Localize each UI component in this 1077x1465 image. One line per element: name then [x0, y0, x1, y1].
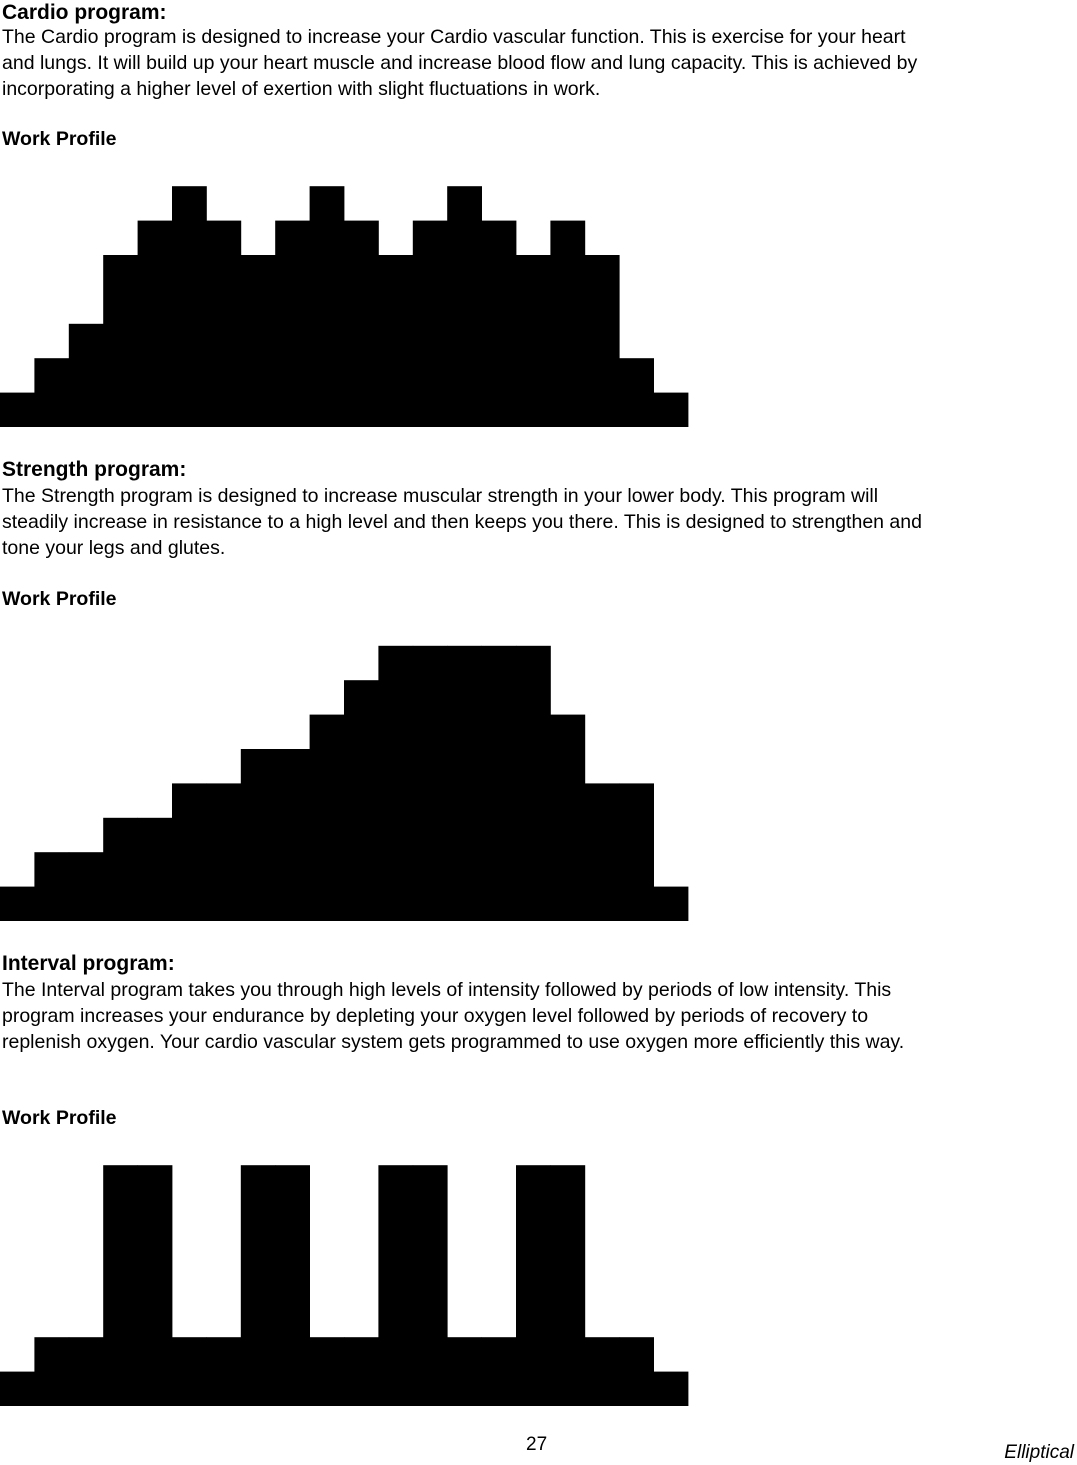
profile-bar-20 [654, 1372, 689, 1406]
footer-product-label: Elliptical [1004, 1442, 1074, 1463]
text-line: The Interval program takes you through high levels of intensity followed by periods of low intensity. This [2, 979, 892, 1001]
profile-bar-5 [138, 1165, 173, 1406]
profile-bar-5 [138, 818, 173, 921]
profile-bar-18 [585, 783, 620, 921]
profile-bar-10 [310, 715, 345, 921]
profile-bar-17 [550, 221, 585, 427]
profile-bar-1 [0, 1372, 35, 1406]
profile-bar-9 [275, 749, 310, 921]
profile-bar-8 [241, 749, 276, 921]
profile-bar-3 [69, 852, 104, 921]
interval-work-profile-chart [0, 1164, 700, 1406]
text-line: program increases your endurance by depleting your oxygen level followed by periods of recovery to [2, 1005, 869, 1027]
profile-bar-9 [275, 221, 310, 427]
profile-bar-3 [69, 324, 104, 427]
profile-bar-7 [206, 221, 241, 427]
strength-description [2, 483, 1072, 561]
profile-bar-4 [103, 255, 138, 427]
interval-work-profile-label: Work Profile [2, 1107, 117, 1129]
cardio-work-profile-chart [0, 185, 700, 427]
profile-bar-5 [138, 221, 173, 427]
profile-bar-17 [550, 1165, 585, 1406]
profile-bar-2 [34, 358, 69, 427]
strength-work-profile-chart [0, 645, 700, 921]
profile-bar-13 [413, 646, 448, 921]
profile-bar-14 [447, 186, 482, 427]
strength-work-profile-label: Work Profile [2, 588, 117, 610]
profile-bar-16 [516, 1165, 551, 1406]
profile-bar-14 [447, 646, 482, 921]
profile-bar-16 [516, 646, 551, 921]
cardio-work-profile-label: Work Profile [2, 128, 117, 150]
profile-bar-8 [241, 255, 276, 427]
profile-bar-6 [172, 783, 207, 921]
profile-bar-1 [0, 393, 35, 427]
text-line: incorporating a higher level of exertion with slight fluctuations in work. [2, 78, 601, 100]
profile-bar-16 [516, 255, 551, 427]
profile-bar-8 [241, 1165, 276, 1406]
profile-bar-11 [344, 680, 379, 921]
profile-bar-14 [447, 1337, 482, 1406]
profile-bar-15 [482, 1337, 517, 1406]
profile-bar-12 [378, 1165, 413, 1406]
profile-bar-15 [482, 221, 517, 427]
profile-bar-13 [413, 221, 448, 427]
profile-bar-18 [585, 1337, 620, 1406]
interval-title: Interval program: [2, 952, 175, 975]
profile-bar-18 [585, 255, 620, 427]
strength-title: Strength program: [2, 458, 187, 481]
profile-bar-6 [172, 186, 207, 427]
cardio-description [2, 24, 1072, 102]
text-line: steadily increase in resistance to a high level and then keeps you there. This is designed to strengthen and [2, 511, 922, 533]
profile-bar-6 [172, 1337, 207, 1406]
profile-bar-10 [310, 186, 345, 427]
text-line: replenish oxygen. Your cardio vascular system gets programmed to use oxygen more efficiently this way. [2, 1031, 905, 1053]
profile-bar-19 [619, 358, 654, 427]
profile-bar-7 [206, 783, 241, 921]
profile-bar-11 [344, 221, 379, 427]
text-line: and lungs. It will build up your heart muscle and increase blood flow and lung capacity. This is achieved by [2, 52, 918, 74]
profile-bar-17 [550, 715, 585, 921]
profile-bar-11 [344, 1337, 379, 1406]
profile-bar-19 [619, 1337, 654, 1406]
profile-bar-1 [0, 887, 35, 921]
profile-bar-12 [378, 255, 413, 427]
text-line: tone your legs and glutes. [2, 537, 226, 559]
profile-bar-13 [413, 1165, 448, 1406]
text-line: The Cardio program is designed to increase your Cardio vascular function. This is exercise for your heart [2, 26, 906, 48]
page-number: 27 [526, 1434, 548, 1455]
profile-bar-15 [482, 646, 517, 921]
profile-bar-7 [206, 1337, 241, 1406]
profile-bar-2 [34, 1337, 69, 1406]
interval-description [2, 977, 1072, 1055]
profile-bar-4 [103, 818, 138, 921]
cardio-title: Cardio program: [2, 1, 167, 24]
profile-bar-20 [654, 393, 689, 427]
profile-bar-20 [654, 887, 689, 921]
profile-bar-9 [275, 1165, 310, 1406]
profile-bar-2 [34, 852, 69, 921]
profile-bar-3 [69, 1337, 104, 1406]
profile-bar-12 [378, 646, 413, 921]
profile-bar-10 [310, 1337, 345, 1406]
profile-bar-4 [103, 1165, 138, 1406]
text-line: The Strength program is designed to increase muscular strength in your lower body. This program will [2, 485, 879, 507]
profile-bar-19 [619, 783, 654, 921]
